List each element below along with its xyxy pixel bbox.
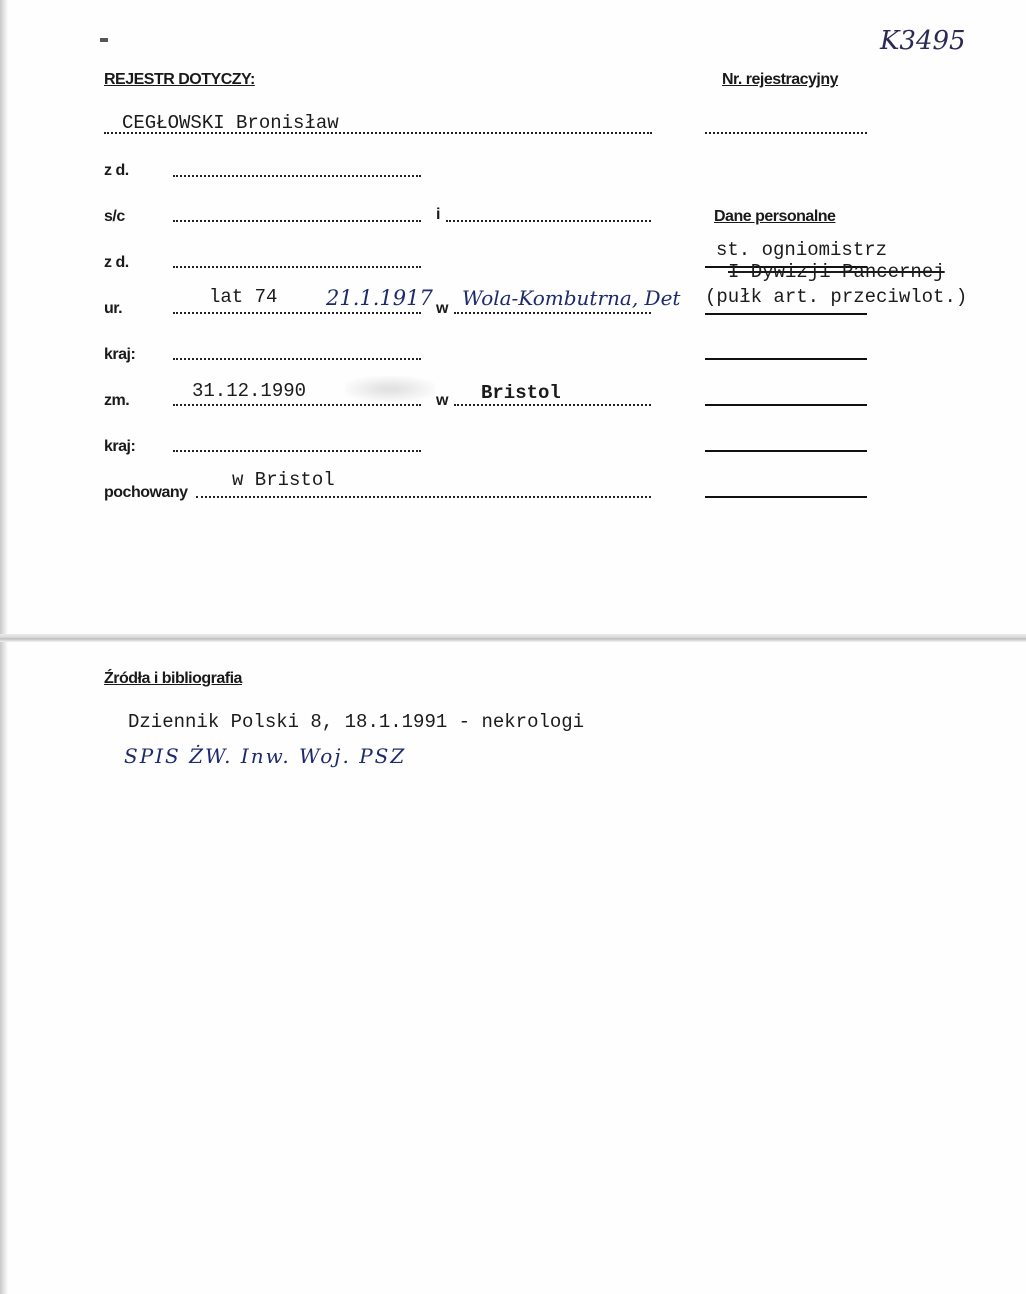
birth-line-1 xyxy=(173,312,421,314)
personal-line-4 xyxy=(705,404,867,406)
death-label: zm. xyxy=(104,392,130,409)
erased-text-smudge xyxy=(345,376,435,402)
person-name: CEGŁOWSKI Bronisław xyxy=(122,112,339,134)
source-entry-2: SPIS ŻW. Inw. Woj. PSZ xyxy=(124,744,407,768)
buried-label: pochowany xyxy=(104,484,188,501)
paper-edge xyxy=(0,0,8,1294)
buried-value: w Bristol xyxy=(232,469,335,491)
birth-w: w xyxy=(436,300,448,317)
zd-label-1: z d. xyxy=(104,162,129,179)
buried-line xyxy=(196,496,651,498)
country-line-1 xyxy=(173,358,421,360)
country-label-1: kraj: xyxy=(104,346,136,363)
personal-division: I Dywizji Pancernej xyxy=(728,261,945,283)
death-w: w xyxy=(436,392,448,409)
birth-line-2 xyxy=(454,312,651,314)
birth-date: 21.1.1917 xyxy=(326,286,433,310)
register-label: REJESTR DOTYCZY: xyxy=(104,71,255,88)
sc-line-2 xyxy=(446,220,651,222)
paper-fold xyxy=(0,634,1026,642)
zd-label-2: z d. xyxy=(104,254,129,271)
personal-line-6 xyxy=(705,496,867,498)
sc-label: s/c xyxy=(104,208,125,225)
personal-rank: st. ogniomistrz xyxy=(716,239,888,261)
name-line xyxy=(104,132,652,134)
personal-regiment: (pułk art. przeciwlot.) xyxy=(705,286,968,308)
birth-place: Wola-Kombutrna, Det xyxy=(462,286,681,310)
country-line-2 xyxy=(173,450,421,452)
reference-number: K3495 xyxy=(880,26,966,56)
personal-heading: Dane personalne xyxy=(714,208,836,225)
sc-conjunction: i xyxy=(436,206,440,223)
registration-label: Nr. rejestracyjny xyxy=(722,71,839,88)
registration-number-line xyxy=(705,132,867,134)
country-label-2: kraj: xyxy=(104,438,136,455)
zd-line-1 xyxy=(173,175,421,177)
source-entry-1: Dziennik Polski 8, 18.1.1991 - nekrologi xyxy=(128,711,585,733)
personal-line-3 xyxy=(705,358,867,360)
zd-line-2 xyxy=(173,266,421,268)
death-place: Bristol xyxy=(481,382,561,404)
personal-line-5 xyxy=(705,450,867,452)
sc-line-1 xyxy=(173,220,421,222)
birth-label: ur. xyxy=(104,300,123,317)
sources-heading: Źródła i bibliografia xyxy=(104,670,242,687)
birth-age: lat 74 xyxy=(209,286,278,308)
death-line-2 xyxy=(454,404,651,406)
death-date: 31.12.1990 xyxy=(192,380,307,402)
death-line-1 xyxy=(173,404,421,406)
personal-line-2 xyxy=(705,313,867,315)
ink-mark xyxy=(100,38,108,42)
